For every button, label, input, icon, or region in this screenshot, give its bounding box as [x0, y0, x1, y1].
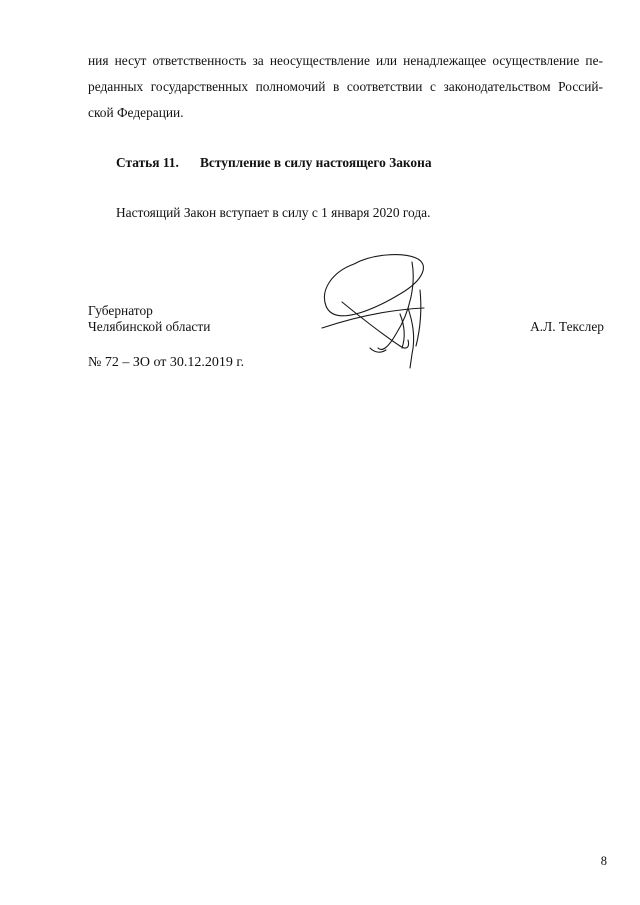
- paragraph-continuation: [88, 52, 603, 130]
- signatory-position-line1: Губернатор: [88, 303, 153, 318]
- signatory-name: А.Л. Текслер: [530, 319, 604, 334]
- page-number: 8: [600, 854, 607, 868]
- article-title: Вступление в силу настоящего Закона: [200, 155, 432, 170]
- article-heading: [116, 155, 432, 171]
- paragraph-line-1: ния несут ответственность за неосуществление или ненадлежащее осуществление пе-: [88, 53, 603, 68]
- paragraph-line-2: реданных государственных полномочий в соответствии с законодательством Россий-: [88, 79, 603, 94]
- signatory-position-line2: Челябинской области: [88, 319, 211, 334]
- law-reference: № 72 – ЗО от 30.12.2019 г.: [88, 355, 245, 370]
- paragraph-line-3: ской Федерации.: [88, 105, 184, 120]
- signature-image: [312, 250, 442, 375]
- article-text: Настоящий Закон вступает в силу с 1 января 2020 года.: [116, 205, 431, 220]
- article-number: Статья 11.: [116, 155, 179, 170]
